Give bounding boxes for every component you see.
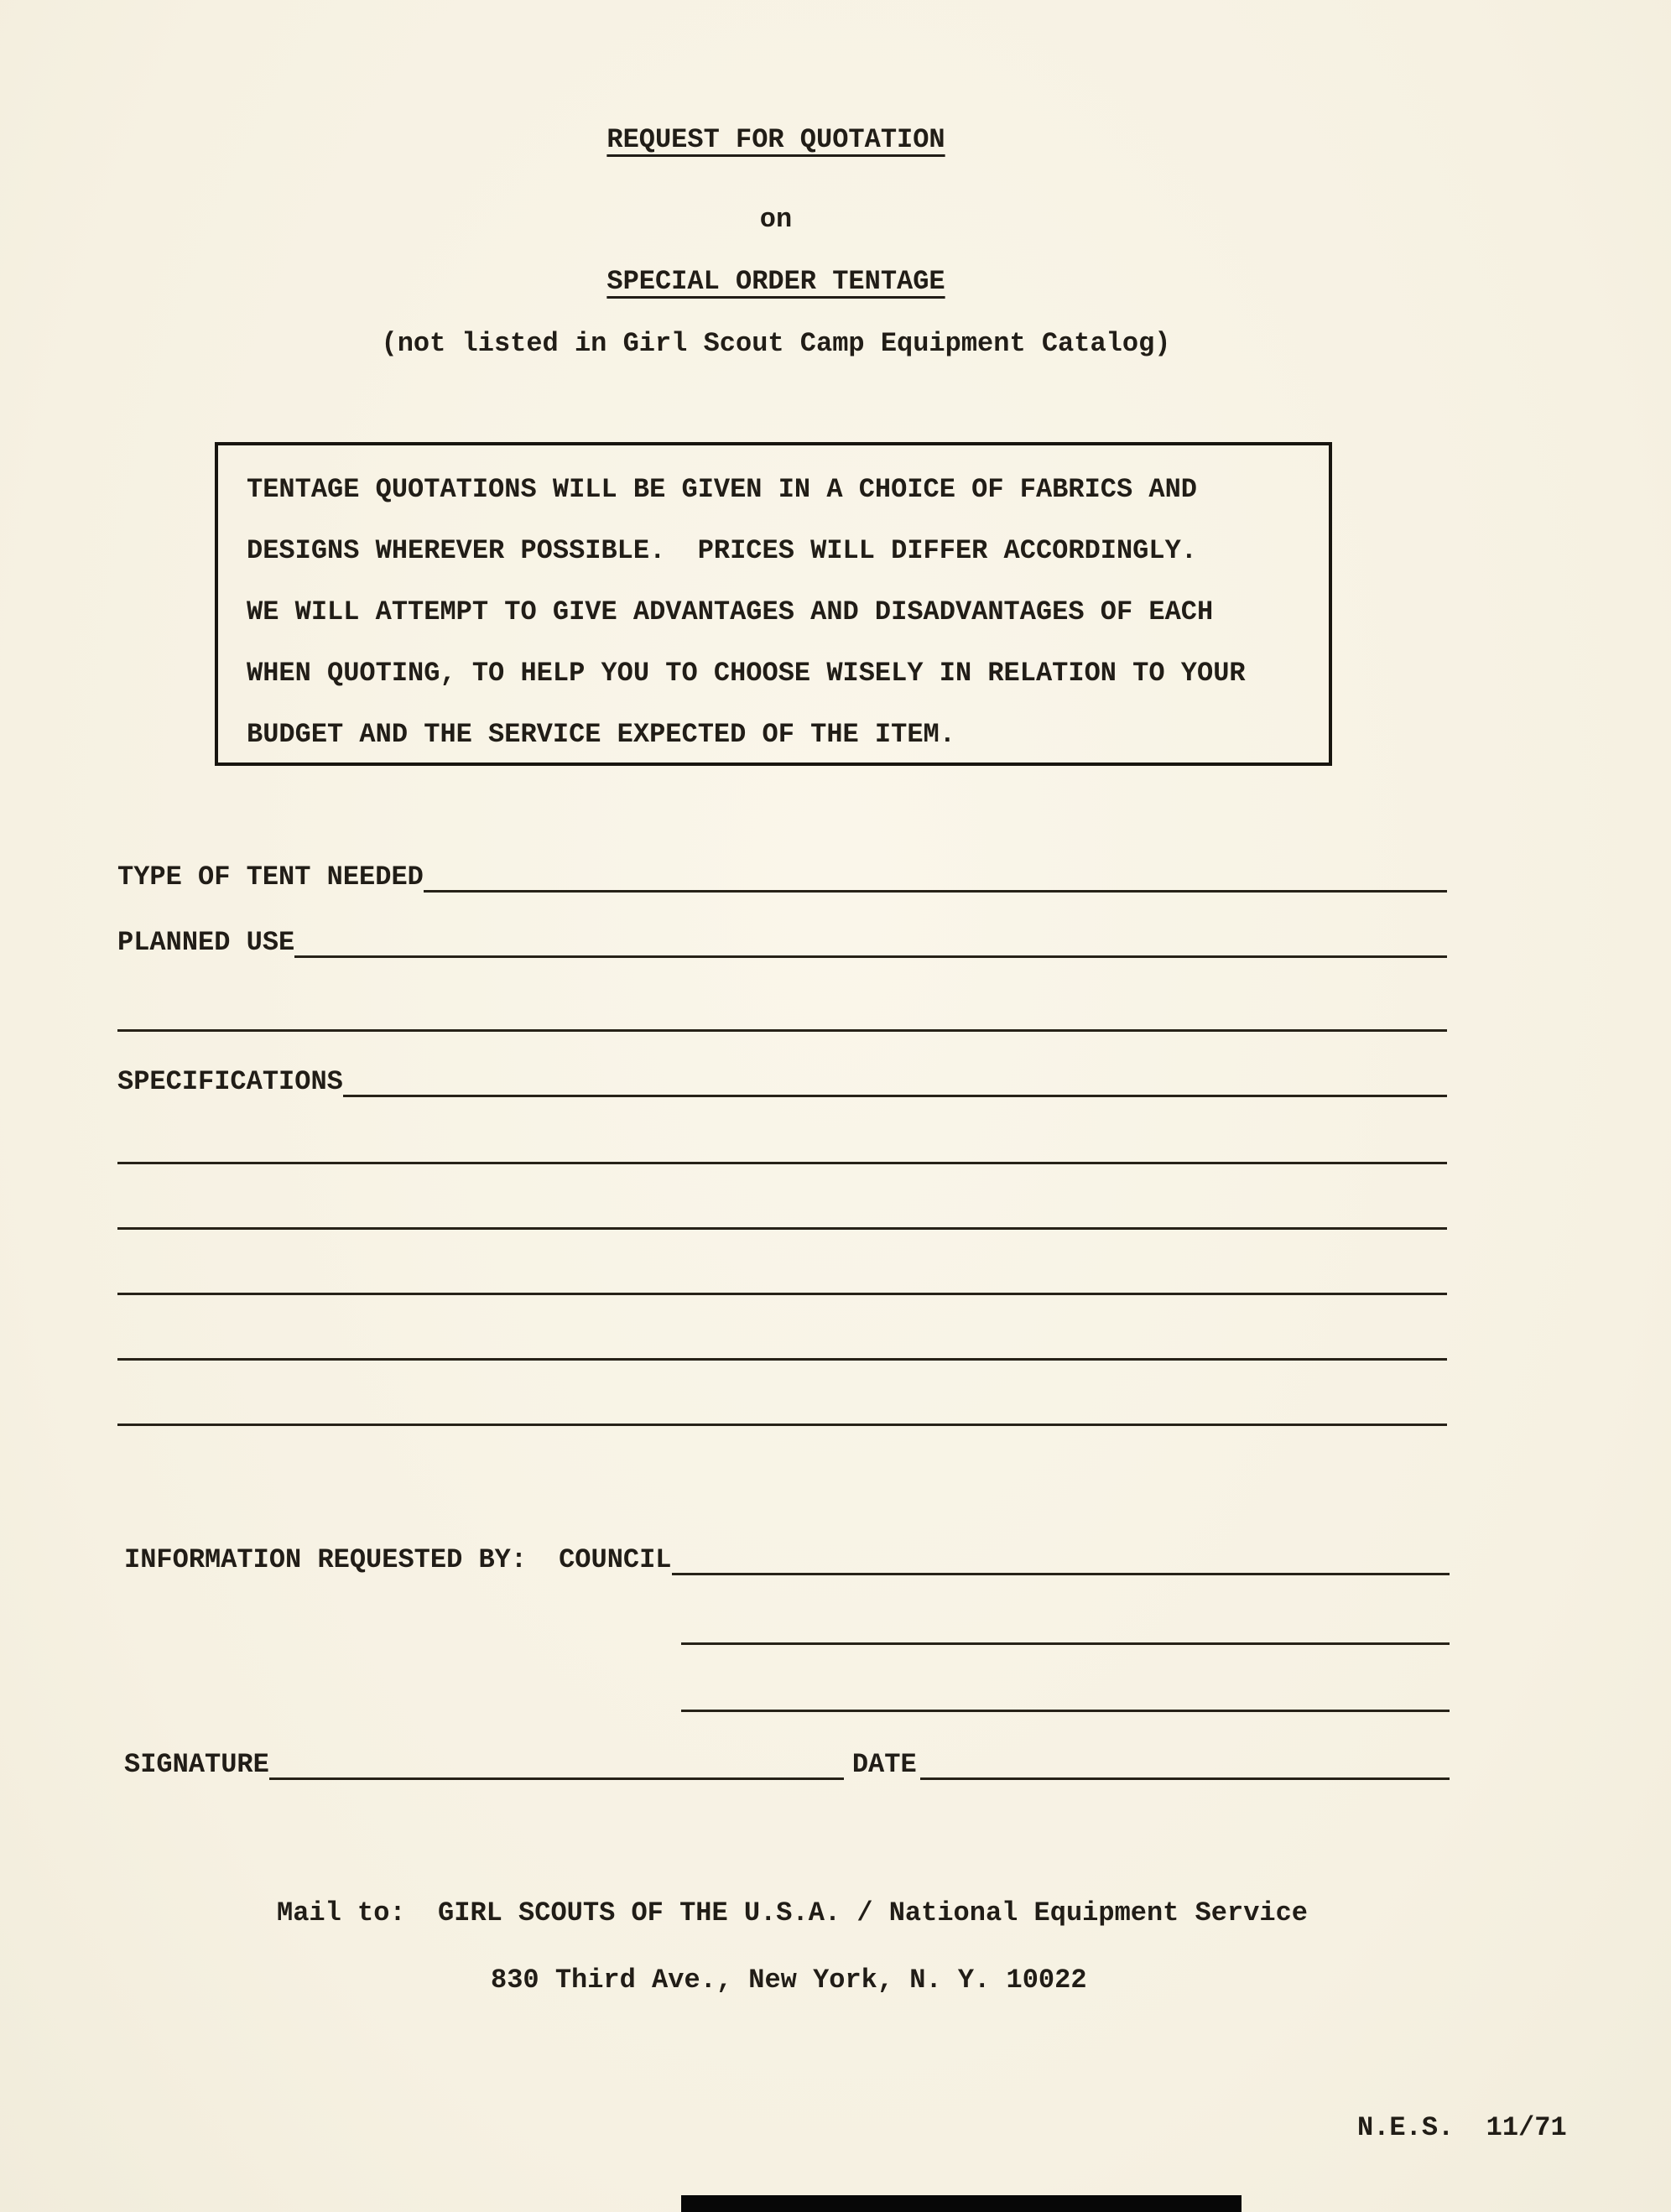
blank-line <box>117 1387 1447 1426</box>
field-signature-date <box>124 1741 1450 1780</box>
field-specifications <box>117 1059 1447 1097</box>
specifications-line <box>343 1059 1447 1097</box>
signature-line <box>269 1741 844 1780</box>
type-of-tent-line <box>424 854 1447 893</box>
planned-use-label: PLANNED USE <box>117 927 295 958</box>
blank-line <box>117 1257 1447 1295</box>
form-code: N.E.S. 11/71 <box>1357 2112 1567 2143</box>
blank-line <box>117 1126 1447 1164</box>
notice-line: TENTAGE QUOTATIONS WILL BE GIVEN IN A CHOICE OF FABRICS AND <box>247 474 1197 505</box>
mail-to-line: Mail to: GIRL SCOUTS OF THE U.S.A. / National Equipment Service <box>277 1897 1308 1928</box>
signature-label: SIGNATURE <box>124 1749 269 1780</box>
date-label: DATE <box>851 1749 917 1780</box>
specifications-continuation <box>117 1257 1447 1295</box>
notice-line: DESIGNS WHEREVER POSSIBLE. PRICES WILL DIFFER ACCORDINGLY. <box>247 535 1197 566</box>
specifications-continuation <box>117 1387 1447 1426</box>
form-subtitle-note: (not listed in Girl Scout Camp Equipment Catalog) <box>381 328 1171 359</box>
notice-box <box>215 442 1332 766</box>
specifications-continuation <box>117 1191 1447 1230</box>
notice-line: WE WILL ATTEMPT TO GIVE ADVANTAGES AND DISADVANTAGES OF EACH <box>247 596 1214 627</box>
form-title-connector: on <box>759 204 793 235</box>
form-title: REQUEST FOR QUOTATION <box>606 124 945 155</box>
notice-line: BUDGET AND THE SERVICE EXPECTED OF THE ITEM. <box>247 719 955 750</box>
mail-to-address: 830 Third Ave., New York, N. Y. 10022 <box>491 1965 1087 1996</box>
council-label: COUNCIL <box>559 1544 672 1575</box>
scan-artifact <box>681 2195 1242 2212</box>
blank-line <box>117 993 1447 1032</box>
field-planned-use <box>117 919 1447 958</box>
specifications-continuation <box>117 1126 1447 1164</box>
specifications-label: SPECIFICATIONS <box>117 1066 343 1097</box>
field-type-of-tent <box>117 854 1447 893</box>
notice-line: WHEN QUOTING, TO HELP YOU TO CHOOSE WISELY IN RELATION TO YOUR <box>247 658 1246 689</box>
specifications-continuation <box>117 1322 1447 1361</box>
planned-use-continuation <box>117 993 1447 1032</box>
blank-line <box>117 1191 1447 1230</box>
council-continuation-line <box>681 1710 1450 1712</box>
date-line <box>920 1741 1450 1780</box>
council-line <box>672 1537 1450 1575</box>
information-requested-by-label: INFORMATION REQUESTED BY: <box>124 1544 528 1575</box>
type-of-tent-label: TYPE OF TENT NEEDED <box>117 861 424 893</box>
council-continuation-line <box>681 1642 1450 1645</box>
blank-line <box>117 1322 1447 1361</box>
field-information-requested-by <box>124 1537 1450 1575</box>
planned-use-line <box>294 919 1447 958</box>
form-subtitle: SPECIAL ORDER TENTAGE <box>606 266 945 297</box>
